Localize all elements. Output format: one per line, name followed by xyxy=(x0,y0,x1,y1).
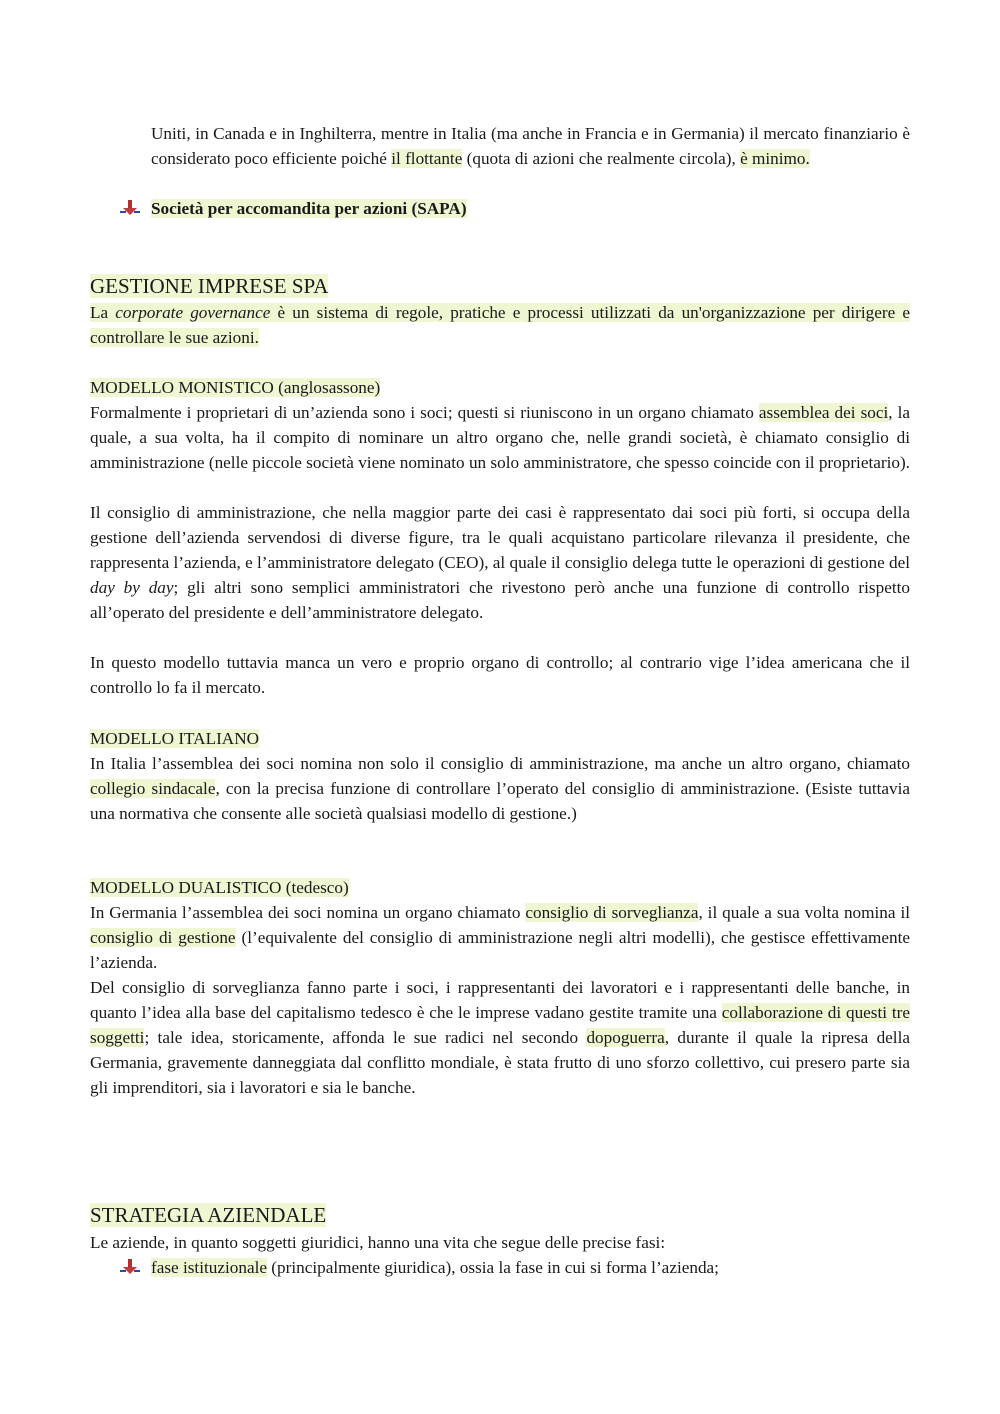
dualistico-paragraph-2: Del consiglio di sorveglianza fanno parte i soci, i rappresentanti dei lavoratori e i rappresentanti delle banche, in quanto l’idea alla base del capitalismo tedesco è che le imprese vadano gestite tramite una collaborazione di questi tre soggetti; tale idea, storicamente, affonda le sue radici nel secondo dopoguerra, durante il quale la ripresa della Germania, gravemente danneggiata dal conflitto mondiale, è stata frutto di uno sforzo collettivo, cui presero parte sia gli imprenditori, sia i lavoratori e sia le banche. xyxy=(90,978,910,1097)
highlight-minimo: è minimo. xyxy=(740,149,810,168)
strategia-paragraph: Le aziende, in quanto soggetti giuridici, hanno una vita che segue delle precise fasi: xyxy=(90,1233,666,1252)
arrow-down-bullet-icon xyxy=(120,1259,140,1275)
bullet-sapa-label: Società per accomandita per azioni (SAPA) xyxy=(151,199,467,218)
section-title-monistico: MODELLO MONISTICO (anglosassone) xyxy=(90,378,381,397)
highlight-dopoguerra: dopoguerra xyxy=(586,1028,665,1047)
highlight-assemblea-soci: assemblea dei soci xyxy=(758,403,889,422)
highlight-flottante: il flottante xyxy=(391,149,463,168)
arrow-down-bullet-icon xyxy=(120,200,140,216)
monistico-paragraph-2: Il consiglio di amministrazione, che nella maggior parte dei casi è rappresentato dai soci più forti, si occupa della gestione dell’azienda servendosi di diverse figure, tra le quali acquistano particolare rilevanza il presidente, che rappresenta l’azienda, e l’amministratore delegato (CEO), al quale il consiglio delega tutte le operazioni di gestione del day by day; gli altri sono semplici amministratori che rivestono però anche una funzione di controllo rispetto all’operato del presidente e dell’amministratore delegato. xyxy=(90,503,910,622)
highlight-consiglio-gestione: consiglio di gestione xyxy=(90,928,236,947)
italic-corporate-governance: corporate governance xyxy=(115,303,271,322)
highlight-consiglio-sorveglianza: consiglio di sorveglianza xyxy=(525,903,699,922)
intro-paragraph: Uniti, in Canada e in Inghilterra, mentre in Italia (ma anche in Francia e in Germania) il mercato finanziario è considerato poco efficiente poiché il flottante (quota di azioni che realmente circola), è minimo. xyxy=(151,124,910,168)
section-title-strategia: STRATEGIA AZIENDALE xyxy=(90,1203,327,1227)
italiano-paragraph: In Italia l’assemblea dei soci nomina non solo il consiglio di amministrazione, ma anche un altro organo, chiamato collegio sindacale, con la precisa funzione di controllare l’operato del consiglio di amministrazione. (Esiste tuttavia una normativa che consente alle società qualsiasi modello di gestione.) xyxy=(90,754,910,823)
document-page: Uniti, in Canada e in Inghilterra, mentre in Italia (ma anche in Francia e in Germania) il mercato finanziario è considerato poco efficiente poiché il flottante (quota di azioni che realmente circola), è minimo. Società per accomandita per azioni (SAPA) GESTIONE IMPRESE SPA La corporate governance è un sistema di regole, pratiche e processi utilizzati da un'organizzazione per dirigere e controllare le sue azioni. MODELLO MONISTICO (anglosassone) Formalmente i proprietari di un’azienda sono i soci; questi si riuniscono in un organo chiamato assemblea dei soci, la quale, a sua volta, ha il compito di nominare un altro organo che, nelle grandi società, è chiamato consiglio di amministrazione (nelle piccole società viene nominato un solo amministratore, che spesso coincide con il proprietario). Il consiglio di amministrazione, che nella maggior parte dei casi è rappresentato dai soci più forti, si occupa della gestione dell’azienda servendosi di diverse figure, tra le quali acquistano particolare rilevanza il presidente, che rappresenta l’azienda, e l’amministratore delegato (CEO), al quale il consiglio delega tutte le operazioni di gestione del day by day; gli altri sono semplici amministratori che rivestono però anche una funzione di controllo rispetto all’operato del presidente e dell’amministratore delegato. In questo modello tuttavia manca un vero e proprio organo di controllo; al contrario vige l’idea americana che il controllo lo fa il mercato. MODELLO ITALIANO In Italia l’assemblea dei soci nomina non solo il consiglio di amministrazione, ma anche un altro organo, chiamato collegio sindacale, con la precisa funzione di controllare l’operato del consiglio di amministrazione. (Esiste tuttavia una normativa che consente alle società qualsiasi modello di gestione.) MODELLO DUALISTICO (tedesco) In Germania l’assemblea dei soci nomina un organo chiamato consiglio di sorveglianza, il quale a sua volta nomina il consiglio di gestione (l’equivalente del consiglio di amministrazione negli altri modelli), che gestisce effettivamente l’azienda. Del consiglio di sorveglianza fanno parte i soci, i rappresentanti dei lavoratori e i rappresentanti delle banche, in quanto l’idea alla base del capitalismo tedesco è che le imprese vadano gestite tramite una collaborazione di questi tre soggetti; tale idea, storicamente, affonda le sue radici nel secondo dopoguerra, durante il quale la ripresa della Germania, gravemente danneggiata dal conflitto mondiale, è stata frutto di uno sforzo collettivo, cui presero parte sia gli imprenditori, sia i lavoratori e sia le banche. STRATEGIA AZIENDALE Le aziende, in quanto soggetti giuridici, hanno una vita che segue delle precise fasi: fase istituzionale (principalmente giuridica), ossia la fase in cui si forma l’azienda; xyxy=(0,0,1000,1414)
monistico-paragraph-3: In questo modello tuttavia manca un vero e proprio organo di controllo; al contrario vige l’idea americana che il controllo lo fa il mercato. xyxy=(90,653,910,697)
gestione-paragraph: La corporate governance è un sistema di regole, pratiche e processi utilizzati da un'organizzazione per dirigere e controllare le sue azioni. xyxy=(90,303,910,347)
section-title-dualistico: MODELLO DUALISTICO (tedesco) xyxy=(90,878,349,897)
italic-day-by-day: day by day xyxy=(90,578,174,597)
highlight-collaborazione: collaborazione di questi tre soggetti xyxy=(90,1003,910,1047)
section-title-italiano: MODELLO ITALIANO xyxy=(90,729,260,748)
highlight-fase-istituzionale: fase istituzionale xyxy=(151,1258,267,1277)
section-title-gestione: GESTIONE IMPRESE SPA xyxy=(90,274,329,298)
dualistico-paragraph-1: In Germania l’assemblea dei soci nomina un organo chiamato consiglio di sorveglianza, il quale a sua volta nomina il consiglio di gestione (l’equivalente del consiglio di amministrazione negli altri modelli), che gestisce effettivamente l’azienda. xyxy=(90,903,910,972)
monistico-paragraph-1: Formalmente i proprietari di un’azienda sono i soci; questi si riuniscono in un organo chiamato assemblea dei soci, la quale, a sua volta, ha il compito di nominare un altro organo che, nelle grandi società, è chiamato consiglio di amministrazione (nelle piccole società viene nominato un solo amministratore, che spesso coincide con il proprietario). xyxy=(90,403,910,472)
highlight-collegio-sindacale: collegio sindacale xyxy=(90,779,216,798)
